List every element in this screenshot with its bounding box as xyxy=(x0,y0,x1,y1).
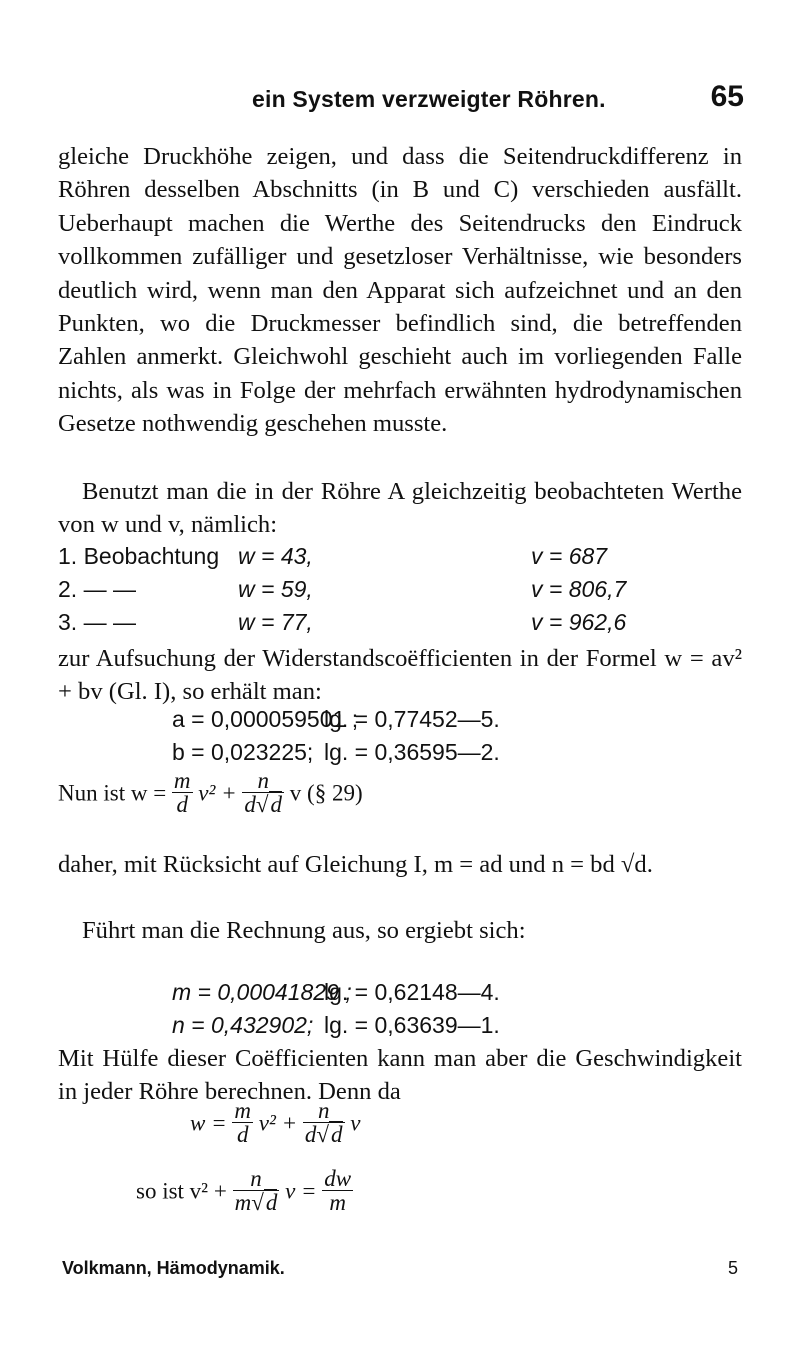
observation-table xyxy=(58,543,758,642)
fraction-n-over-m-sqrt-d xyxy=(233,1168,280,1215)
sqrt-radicand: d xyxy=(265,1190,278,1215)
denominator-d: d xyxy=(304,1122,317,1147)
denominator: d xyxy=(232,1122,253,1147)
footer-signature: Volkmann, Hämodynamik. xyxy=(62,1258,285,1278)
paragraph-1: gleiche Druckhöhe zeigen, und dass die Seitendruckdifferenz in Röhren desselben Abschnitts (in B und C) verschieden ausfällt. Ueberhaupt machen die Werthe des Seitendrucks den Eindruck vollkommen zufälliger und gesetzloser Verhältnisse, wie besonders deutlich wird, wenn man den Apparat sich aufzeichnet und an den Punkten, wo die Druckmesser befindlich sind, die betreffenden Zahlen anmerkt. Gleichwohl geschieht auch im vorliegenden Falle nichts, als was in Folge der mehrfach erwähnten hydrodynamischen Gesetze nothwendig geschehen musste. xyxy=(58,143,742,438)
observation-row xyxy=(58,543,758,576)
observation-label: 1. Beobachtung xyxy=(58,543,220,569)
fraction-m-over-d xyxy=(172,770,193,817)
numerator: n xyxy=(317,1098,330,1123)
observation-v: v = 806,7 xyxy=(531,576,627,602)
numerator: dw xyxy=(324,1166,352,1191)
equation-so xyxy=(136,1168,636,1238)
result-n-value: n = 0,432902; xyxy=(172,1012,314,1038)
coefficient-b xyxy=(172,739,772,766)
eq1-w: w = xyxy=(190,1110,227,1136)
paragraph-4: daher, mit Rücksicht auf Gleichung I, m = ad und n = bd √d. xyxy=(58,851,653,878)
result-m-log: lg. = 0,62148—4. xyxy=(324,979,500,1005)
denominator: m√d xyxy=(234,1190,278,1215)
formula-nun-prefix: Nun ist w = xyxy=(58,780,167,806)
observation-v: v = 687 xyxy=(531,543,608,569)
fraction-n-over-d-sqrt-d xyxy=(303,1100,345,1147)
formula-nun xyxy=(58,770,758,840)
result-m xyxy=(172,979,772,1006)
numerator: n xyxy=(250,1166,262,1191)
coefficient-b-value: b = 0,023225; xyxy=(172,739,314,765)
eq1-v: v xyxy=(350,1110,361,1136)
observation-v: v = 962,6 xyxy=(531,609,627,635)
paragraph-3: zur Aufsuchung der Widerstandscoëfficienten in der Formel w = av² + bv (Gl. I), so erhält man: xyxy=(58,645,742,706)
equation-w xyxy=(190,1100,690,1170)
page-footer xyxy=(62,1258,742,1279)
observation-label: 3. — — xyxy=(58,609,136,635)
observation-w: w = 43, xyxy=(238,543,313,569)
coefficient-a-value: a = 0,000059501 ; xyxy=(172,706,359,732)
formula-nun-v2: v² + xyxy=(198,780,237,806)
formula-nun-suffix: v (§ 29) xyxy=(289,780,363,806)
fraction-n-over-d-sqrt-d xyxy=(242,770,284,817)
denominator: d xyxy=(172,792,193,817)
denominator: d√d xyxy=(244,792,283,817)
sheet-number: 5 xyxy=(727,1258,738,1278)
denominator-m: m xyxy=(234,1190,252,1215)
result-n-log: lg. = 0,63639—1. xyxy=(324,1012,500,1038)
eq2-so: so ist v² + xyxy=(136,1178,227,1204)
coefficient-b-log: lg. = 0,36595—2. xyxy=(324,739,500,765)
coefficient-a-log: lg. = 0,77452—5. xyxy=(324,706,500,732)
numerator: n xyxy=(257,768,269,793)
coefficient-a xyxy=(172,706,772,733)
observation-row xyxy=(58,576,758,609)
fraction-m-over-d xyxy=(232,1100,253,1147)
paragraph-5: Führt man die Rechnung aus, so ergiebt sich: xyxy=(82,917,526,944)
denominator-d: d xyxy=(244,792,256,817)
page-header xyxy=(0,80,800,126)
eq1-v2: v² + xyxy=(258,1110,298,1136)
sqrt-radicand: d xyxy=(270,792,283,817)
numerator: m xyxy=(173,768,191,793)
observation-w: w = 59, xyxy=(238,576,313,602)
running-head: ein System verzweigter Röhren. xyxy=(252,86,606,112)
sqrt-radicand: d xyxy=(331,1122,343,1147)
eq2-v-eq: v = xyxy=(285,1178,317,1204)
numerator: m xyxy=(234,1098,251,1123)
result-m-value: m = 0,00041829 ; xyxy=(172,979,352,1005)
denominator: d√d xyxy=(304,1122,343,1147)
observation-row xyxy=(58,609,758,642)
fraction-dw-over-m xyxy=(322,1168,353,1215)
paragraph-2: Benutzt man die in der Röhre A gleichzeitig beobachteten Werthe von w und v, nämlich: xyxy=(58,478,742,539)
observation-w: w = 77, xyxy=(238,609,313,635)
denominator: m xyxy=(322,1190,353,1215)
observation-label: 2. — — xyxy=(58,576,136,602)
page-number: 65 xyxy=(710,80,744,113)
paragraph-6: Mit Hülfe dieser Coëfficienten kann man aber die Geschwindigkeit in jeder Röhre berechnen. Denn da xyxy=(58,1045,742,1106)
result-n xyxy=(172,1012,772,1039)
